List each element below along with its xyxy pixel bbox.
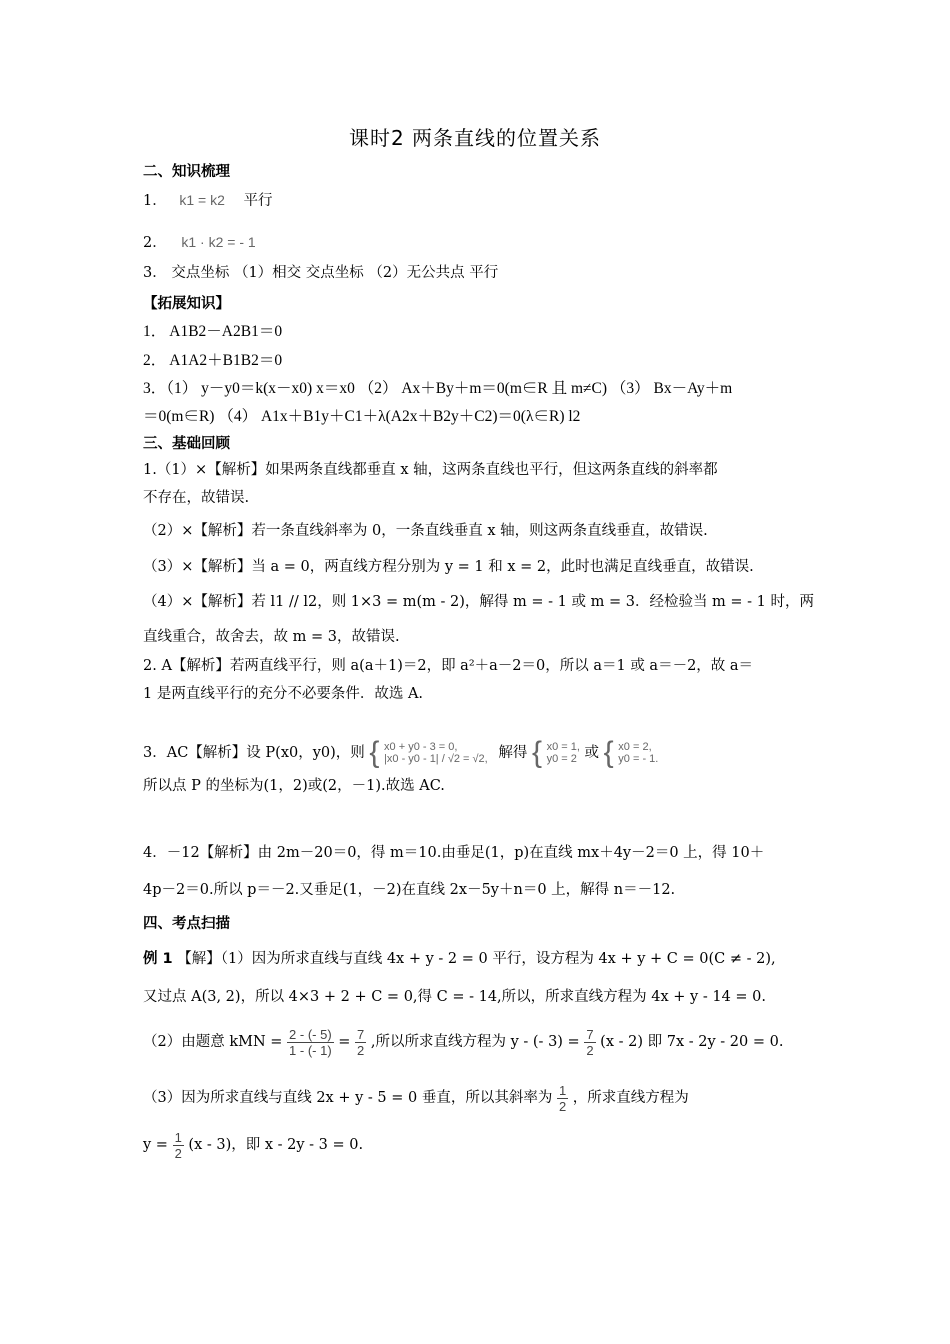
review-q1-line-e: （4）×【解析】若 l1 // l2，则 1×3 = m(m - 2)，解得 m = - 1 或 m = 3．经检验当 m = - 1 时，两	[143, 594, 815, 610]
review-q2-line-b: 1 是两直线平行的充分不必要条件．故选 A.	[143, 686, 424, 702]
example-1-line-e	[143, 1127, 808, 1163]
knowledge-item-3: 3． 交点坐标 （1）相交 交点坐标 （2）无公共点 平行	[143, 265, 499, 281]
review-q1-line-f: 直线重合，故舍去，故 m = 3，故错误.	[143, 629, 400, 645]
section-heading-knowledge: 二、知识梳理	[143, 164, 230, 180]
equation-system-1	[384, 741, 488, 765]
extension-line-3: 3．（1） y－y0＝k(x－x0) x＝x0 （2） Ax＋By＋m＝0(m∈R 且 m≠C) （3） Bx－Ay＋m	[143, 380, 733, 397]
system-3-eq-2: y0 = - 1.	[618, 753, 659, 765]
equation-system-3	[618, 741, 658, 765]
review-q1-line-d: （3）×【解析】当 a = 0，两直线方程分别为 y = 1 和 x = 2，此时也满足直线垂直，故错误.	[143, 559, 754, 575]
example-1-part-2-result: (x - 2) 即 7x - 2y - 20 = 0.	[600, 1034, 784, 1050]
system-3-eq-1: x0 = 2,	[618, 741, 652, 753]
review-q1-line-a: 1.（1）×【解析】如果两条直线都垂直 x 轴，这两条直线也平行，但这两条直线的斜率都	[143, 462, 718, 478]
fraction-numerator: 7	[586, 1026, 594, 1042]
slope-kmn-text: （2）由题意 kMN =	[143, 1034, 283, 1050]
section-heading-scan: 四、考点扫描	[143, 916, 230, 932]
example-1-part-3-text: （3）因为所求直线与直线 2x + y - 5 = 0 垂直，所以其斜率为	[143, 1090, 553, 1106]
fraction-one-half	[557, 1083, 568, 1114]
fraction-seven-halves	[355, 1027, 366, 1058]
equation-y-equals: y =	[143, 1137, 168, 1153]
example-1-part-1: 【解】（1）因为所求直线与直线 4x + y - 2 = 0 平行，设方程为 4x + y + C = 0(C ≠ - 2),	[177, 951, 776, 967]
section-heading-extension: 【拓展知识】	[143, 296, 230, 312]
knowledge-item-1	[143, 190, 808, 211]
formula-k1-times-k2: k1 · k2 = - 1	[181, 234, 256, 250]
example-1-line-c	[143, 1024, 808, 1060]
fraction-denominator: 1 - (- 1)	[289, 1042, 332, 1058]
page-title: 课时2 两条直线的位置关系	[348, 126, 602, 150]
system-2-eq-2: y0 = 2	[546, 753, 577, 765]
review-q4-line-a: 4．－12【解析】由 2m－20＝0，得 m＝10.由垂足(1，p)在直线 mx＋4y－2＝0 上，得 10＋	[143, 845, 765, 861]
fraction-denominator: 2	[586, 1042, 594, 1058]
example-1-part-2-text: ,所以所求直线方程为 y - (- 3) =	[370, 1034, 580, 1050]
review-q1-line-b: 不存在，故错误.	[143, 490, 250, 506]
fraction-numerator: 2 - (- 5)	[289, 1026, 332, 1042]
example-1-part-3-result: (x - 3)，即 x - 2y - 3 = 0.	[188, 1137, 364, 1153]
fraction-numerator: 1	[174, 1129, 182, 1145]
extension-line-1: 1． A1B2－A2B1＝0	[143, 323, 283, 340]
review-q3-line-b: 所以点 P 的坐标为(1，2)或(2，－1).故选 AC.	[143, 778, 445, 794]
q3-solve-text: 解得	[498, 745, 528, 761]
fraction-one-half-2	[173, 1130, 184, 1161]
example-1-part-3-tail: ，所求直线方程为	[572, 1090, 689, 1106]
equation-system-2	[547, 741, 580, 765]
example-1-line-d	[143, 1080, 808, 1116]
example-1-line-b: 又过点 A(3, 2)，所以 4×3 + 2 + C = 0,得 C = - 14,所以，所求直线方程为 4x + y - 14 = 0.	[143, 989, 767, 1005]
example-label: 例 1	[143, 951, 173, 967]
review-q2-line-a: 2. A【解析】若两直线平行，则 a(a＋1)＝2，即 a²＋a－2＝0，所以 a＝1 或 a＝－2，故 a＝	[143, 658, 754, 674]
example-1-line-a	[143, 949, 808, 969]
section-heading-review: 三、基础回顾	[143, 436, 230, 452]
review-q1-line-c: （2）×【解析】若一条直线斜率为 0，一条直线垂直 x 轴，则这两条直线垂直，故错误.	[143, 523, 708, 539]
fraction-numerator: 1	[558, 1082, 567, 1098]
knowledge-item-2	[143, 232, 808, 253]
left-brace-icon: {	[531, 736, 542, 769]
extension-line-2: 2． A1A2＋B1B2＝0	[143, 352, 283, 369]
item-text: 平行	[243, 193, 273, 209]
fraction-seven-halves-2	[584, 1027, 595, 1058]
equals-sign: =	[338, 1034, 351, 1050]
fraction-slope	[287, 1027, 334, 1058]
left-brace-icon: {	[603, 736, 614, 769]
formula-k1-eq-k2: k1 = k2	[179, 192, 225, 208]
item-number: 1．	[143, 193, 167, 209]
extension-line-4: ＝0(m∈R) （4） A1x＋B1y＋C1＋λ(A2x＋B2y＋C2)＝0(λ∈R) l2	[143, 408, 581, 425]
system-2-eq-1: x0 = 1,	[546, 741, 580, 753]
fraction-denominator: 2	[357, 1042, 365, 1058]
item-number: 2．	[143, 235, 167, 251]
review-q4-line-b: 4p－2＝0.所以 p＝－2.又垂足(1，－2)在直线 2x－5y＋n＝0 上，解得 n＝－12.	[143, 882, 676, 898]
left-brace-icon: {	[369, 736, 380, 769]
fraction-denominator: 2	[558, 1098, 567, 1114]
q3-or-text: 或	[584, 745, 600, 761]
review-q3-line-a	[143, 735, 808, 771]
fraction-numerator: 7	[357, 1026, 365, 1042]
system-1-eq-2: |x0 - y0 - 1| / √2 = √2,	[384, 753, 488, 765]
fraction-denominator: 2	[174, 1145, 182, 1161]
q3-prefix: 3．AC【解析】设 P(x0，y0)，则	[143, 745, 365, 761]
system-1-eq-1: x0 + y0 - 3 = 0,	[384, 741, 458, 753]
